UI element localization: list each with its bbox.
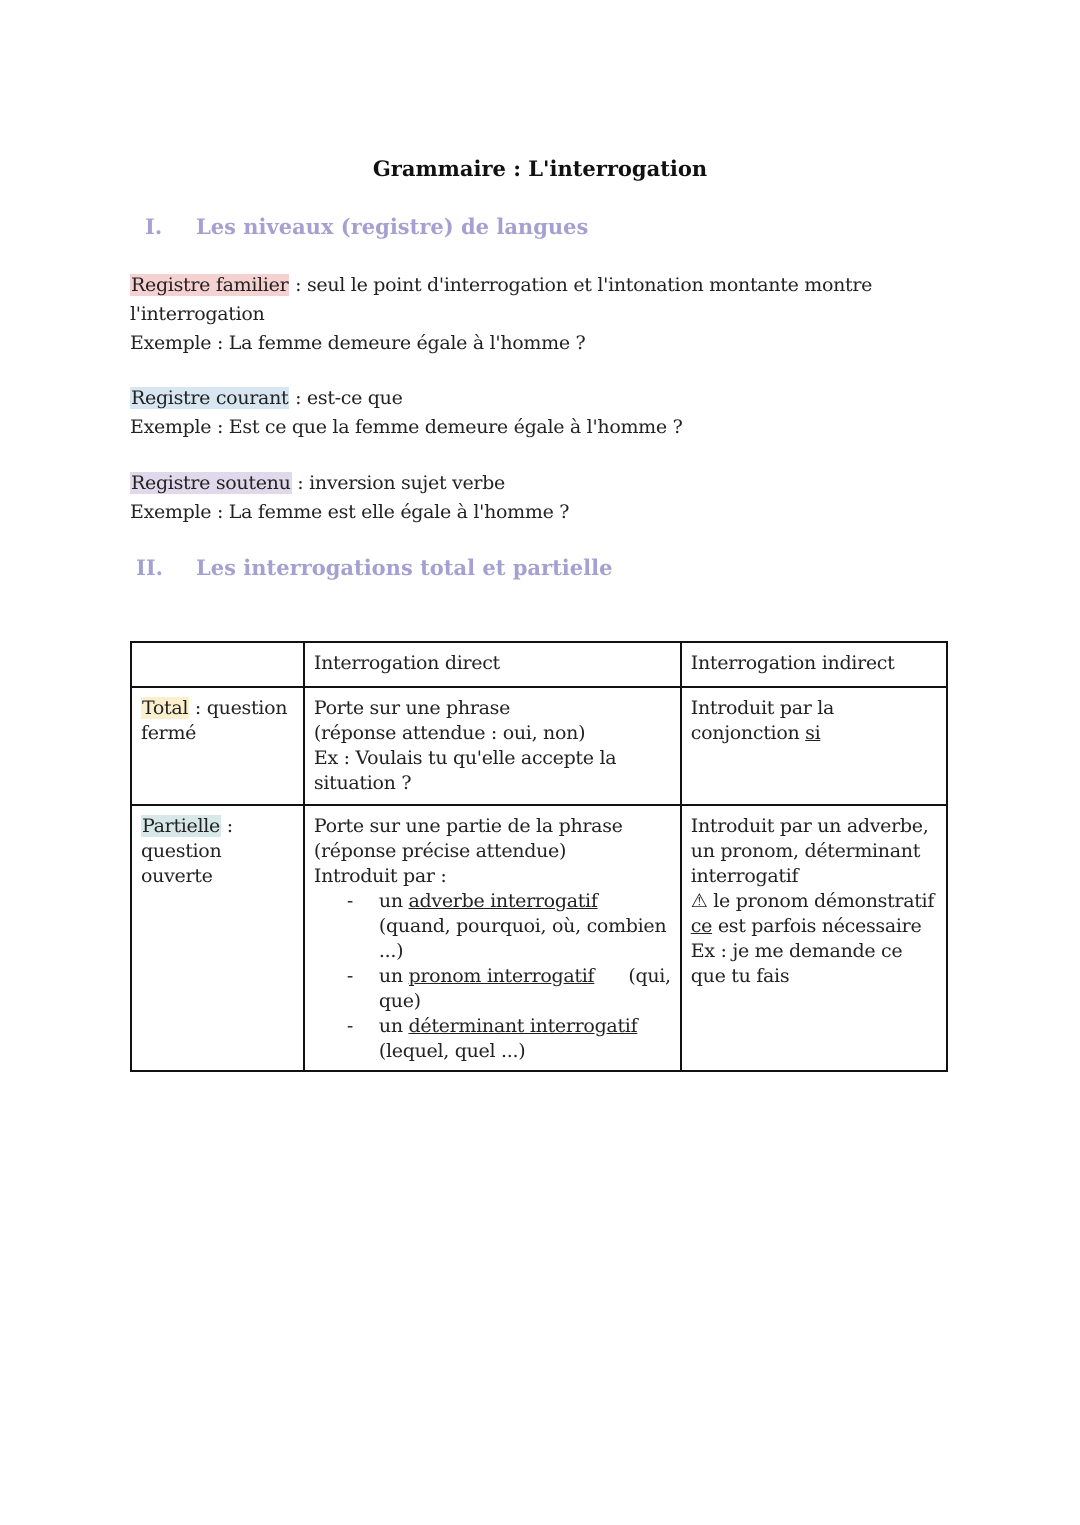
section-heading-1 (145, 214, 588, 239)
bullet-rest-right: (qui, (628, 965, 671, 987)
partielle-direct-line: (réponse précise attendue) (313, 840, 567, 862)
dash-marker: - (346, 890, 354, 912)
total-direct-line: (réponse attendue : oui, non) (313, 722, 586, 744)
registre-courant-line (130, 384, 930, 413)
table-row-total (131, 687, 947, 805)
bullet-term: pronom interrogatif (408, 965, 595, 987)
total-direct-line: Ex : Voulais tu qu'elle accepte la situation ? (313, 747, 617, 794)
bullet-term: adverbe interrogatif (408, 890, 598, 912)
total-indirect-conjonction: si (805, 722, 821, 744)
registre-soutenu-text: : inversion sujet verbe (291, 472, 505, 494)
partielle-bullet-list (314, 889, 671, 1064)
partielle-label-rest: : question ouverte (141, 815, 233, 887)
total-direct-cell (304, 687, 681, 805)
section-number: I. (145, 214, 163, 239)
registre-familier-text: : seul le point d'interrogation et l'intonation montante montre l'interrogation (130, 274, 873, 325)
partielle-direct-cell (304, 805, 681, 1071)
registre-courant-block (130, 384, 930, 442)
registre-soutenu-example: Exemple : La femme est elle égale à l'homme ? (130, 501, 570, 523)
partielle-direct-line: Introduit par : (313, 865, 447, 887)
bullet-rest: (quand, pourquoi, où, combien ...) (378, 915, 667, 962)
bullet-first-line (379, 964, 671, 989)
table-corner-cell (131, 642, 304, 687)
section-title: Les interrogations total et partielle (196, 555, 613, 580)
bullet-prefix: un (378, 1015, 409, 1037)
partielle-label-cell (131, 805, 304, 1071)
partielle-indirect-warning (691, 889, 937, 939)
registre-courant-label: Registre courant (131, 387, 289, 409)
bullet-term: déterminant interrogatif (408, 1015, 638, 1037)
bullet-rest: que) (378, 990, 421, 1012)
list-item (314, 1014, 671, 1064)
total-direct-line: Porte sur une phrase (313, 697, 511, 719)
partielle-indirect-line: Introduit par un adverbe, un pronom, déterminant interrogatif (690, 815, 929, 887)
registre-familier-example: Exemple : La femme demeure égale à l'homme ? (130, 332, 586, 354)
warning-underlined: ce (690, 915, 713, 937)
total-indirect-text: Introduit par la conjonction (690, 697, 835, 744)
table-header-direct: Interrogation direct (304, 642, 681, 687)
registre-soutenu-block (130, 469, 930, 527)
registre-soutenu-line (130, 469, 930, 498)
list-item (314, 889, 671, 964)
registre-soutenu-label: Registre soutenu (131, 472, 291, 494)
registre-familier-line (130, 271, 930, 329)
bullet-rest: (lequel, quel ...) (378, 1040, 526, 1062)
table-row-partielle (131, 805, 947, 1071)
list-item (314, 964, 671, 1014)
partielle-indirect-cell (681, 805, 947, 1071)
bullet-prefix: un (378, 890, 409, 912)
total-label-cell (131, 687, 304, 805)
dash-marker: - (346, 965, 354, 987)
warning-icon: ⚠ (690, 890, 708, 912)
section-title: Les niveaux (registre) de langues (196, 214, 589, 239)
registre-courant-text: : est-ce que (289, 387, 403, 409)
dash-marker: - (346, 1015, 354, 1037)
total-indirect-cell (681, 687, 947, 805)
table-header-indirect: Interrogation indirect (681, 642, 947, 687)
registre-familier-block (130, 271, 930, 358)
warning-rest: est parfois nécessaire (712, 915, 922, 937)
registre-courant-example: Exemple : Est ce que la femme demeure égale à l'homme ? (130, 416, 683, 438)
partielle-indirect-example: Ex : je me demande ce que tu fais (690, 940, 903, 987)
interrogation-table (130, 641, 948, 1072)
partielle-label: Partielle (142, 815, 220, 837)
warning-text: le pronom démonstratif (707, 890, 935, 912)
table-header-row (131, 642, 947, 687)
partielle-direct-line: Porte sur une partie de la phrase (313, 815, 623, 837)
section-heading-2 (136, 555, 612, 580)
section-number: II. (136, 555, 163, 580)
page-title: Grammaire : L'interrogation (372, 156, 708, 181)
total-label-rest: : question fermé (141, 697, 288, 744)
total-label: Total (142, 697, 189, 719)
registre-familier-label: Registre familier (131, 274, 289, 296)
bullet-prefix: un (378, 965, 409, 987)
